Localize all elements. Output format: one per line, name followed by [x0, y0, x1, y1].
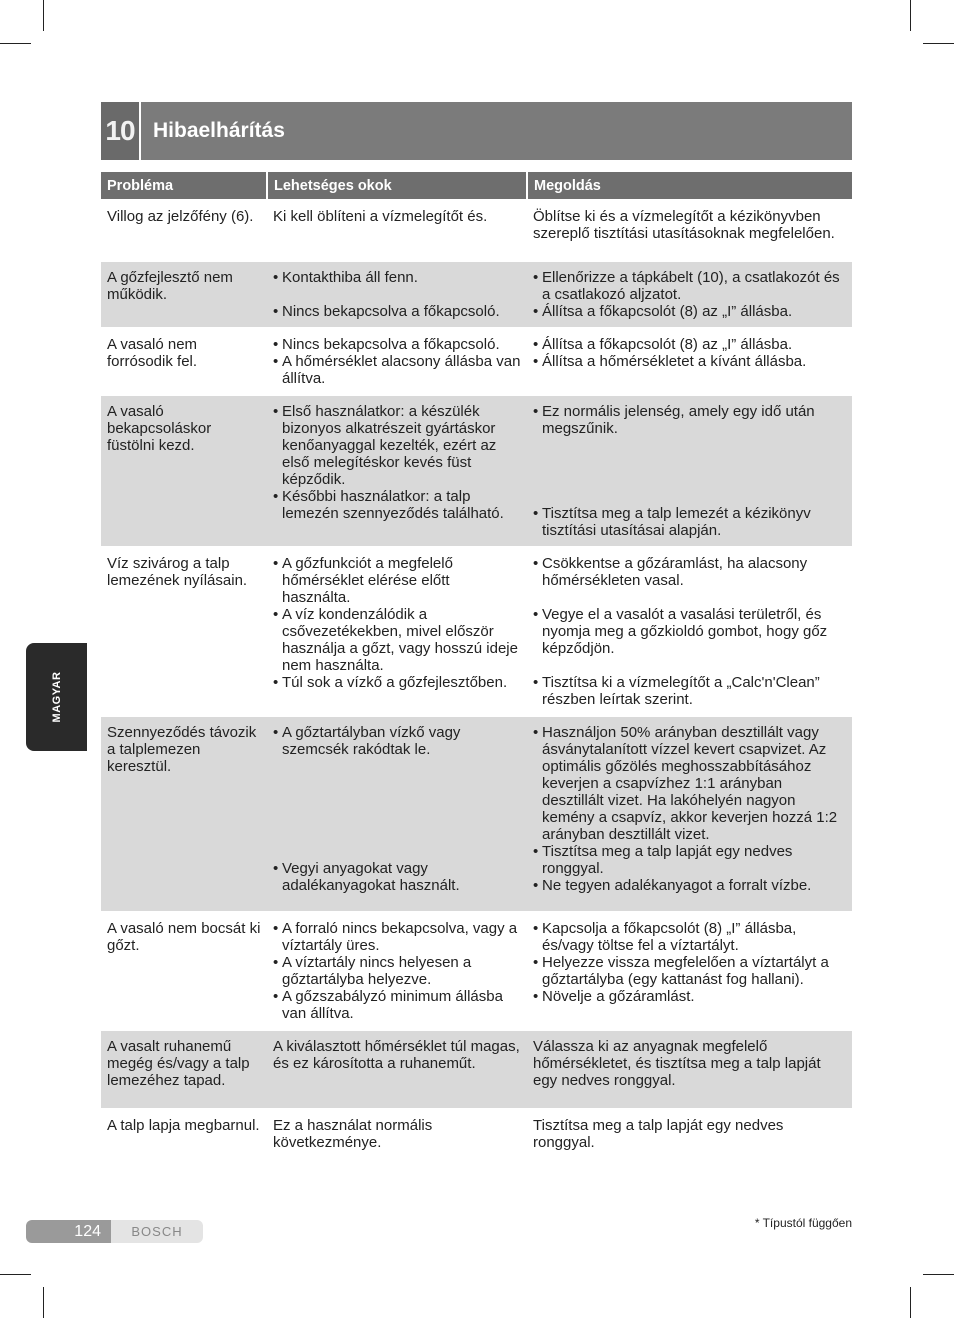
list-item: • Tisztítsa meg a talp lapját egy nedves ronggyal.	[533, 843, 846, 877]
table-row	[101, 261, 852, 328]
list-item: • A víztartály nincs helyesen a gőztartályba helyezve.	[273, 954, 521, 988]
solution-cell	[527, 912, 852, 1030]
causes-cell	[267, 716, 527, 912]
list-item: • Ne tegyen adalékanyagot a forralt vízbe.	[533, 877, 846, 894]
causes-cell: Ki kell öblíteni a vízmelegítőt és.	[267, 200, 527, 261]
crop-mark	[910, 1287, 911, 1318]
list-item: • Első használatkor: a készülék bizonyos alkatrészeit gyártáskor kenőanyaggal kezelték, ezért az első melegítéskor kevés füst képződik.	[273, 403, 521, 488]
list-item: • Nincs bekapcsolva a főkapcsoló.	[273, 336, 521, 353]
list-item: • Helyezze vissza megfelelően a víztartályt a gőztartályba (egy kattanást fog hallani).	[533, 954, 846, 988]
causes-cell	[267, 261, 527, 328]
section-title: Hibaelhárítás	[153, 119, 285, 142]
table-row	[101, 200, 852, 261]
list-item: • A gőztartályban vízkő vagy szemcsék rakódtak le.	[273, 724, 521, 758]
list-item: • Állítsa a főkapcsolót (8) az „I” állásba.	[533, 336, 846, 353]
list-item: • Vegyi anyagokat vagy adalékanyagokat használt.	[273, 860, 521, 894]
crop-mark	[43, 0, 44, 31]
header-divider	[139, 102, 141, 160]
list-item: • A gőzfunkciót a megfelelő hőmérséklet elérése előtt használta.	[273, 555, 521, 606]
section-header	[101, 102, 852, 160]
causes-cell	[267, 912, 527, 1030]
problem-cell: A vasaló bekapcsoláskor füstölni kezd.	[101, 395, 267, 547]
problem-cell: A vasaló nem bocsát ki gőzt.	[101, 912, 267, 1030]
list-item: • Tisztítsa ki a vízmelegítőt a „Calc'n'Clean” részben leírtak szerint.	[533, 674, 846, 708]
problem-cell: A vasaló nem forrósodik fel.	[101, 328, 267, 395]
causes-cell	[267, 395, 527, 547]
problem-cell: Víz szivárog a talp lemezének nyílásain.	[101, 547, 267, 716]
solution-cell	[527, 395, 852, 547]
list-item: • A víz kondenzálódik a csővezetékekben, mivel először használja a gőzt, vagy hosszú ideje nem használta.	[273, 606, 521, 674]
causes-cell: A kiválasztott hőmérséklet túl magas, és ez károsította a ruhaneműt.	[267, 1030, 527, 1109]
solution-cell	[527, 328, 852, 395]
list-item: • Kontakthiba áll fenn.	[273, 269, 521, 286]
list-item: • Növelje a gőzáramlást.	[533, 988, 846, 1005]
list-item: • Vegye el a vasalót a vasalási területről, és nyomja meg a gőzkioldó gombot, hogy gőz képződjön.	[533, 606, 846, 657]
list-item: • Használjon 50% arányban desztillált vagy ásványtalanított vízzel kevert csapvizet. Az optimális gőzölés meghosszabbításához keverjen a csapvízhez 1:1 arányban desztillált vizet. Ha lakóhelyén nagyon kemény a csapvíz, akkor keverjen hozzá 1:2 arányban desztillált vizet.	[533, 724, 846, 843]
causes-cell	[267, 328, 527, 395]
problem-cell: A talp lapja megbarnul.	[101, 1109, 267, 1161]
language-tab-label: MAGYAR	[50, 671, 63, 723]
list-item: • Tisztítsa meg a talp lemezét a kézikönyv tisztítási utasításai alapján.	[533, 505, 846, 539]
causes-cell: Ez a használat normális következménye.	[267, 1109, 527, 1161]
table-row	[101, 328, 852, 395]
list-item: • Állítsa a hőmérsékletet a kívánt állásba.	[533, 353, 846, 370]
solution-cell	[527, 547, 852, 716]
list-item: • A hőmérséklet alacsony állásba van állítva.	[273, 353, 521, 387]
troubleshooting-table	[101, 172, 852, 1161]
column-header-causes: Lehetséges okok	[267, 172, 527, 200]
list-item: • Csökkentse a gőzáramlást, ha alacsony hőmérsékleten vasal.	[533, 555, 846, 589]
page-number: 124	[26, 1220, 111, 1243]
crop-mark	[0, 1274, 31, 1275]
brand-label: BOSCH	[111, 1220, 203, 1243]
crop-mark	[923, 1274, 954, 1275]
language-tab	[26, 643, 87, 751]
crop-mark	[0, 43, 31, 44]
causes-cell	[267, 547, 527, 716]
solution-cell	[527, 261, 852, 328]
solution-cell: Válassza ki az anyagnak megfelelő hőmérsékletet, és tisztítsa meg a talp lapját egy nedves ronggyal.	[527, 1030, 852, 1109]
table-header-row	[101, 172, 852, 200]
column-header-solution: Megoldás	[527, 172, 852, 200]
list-item: • A gőzszabályzó minimum állásba van állítva.	[273, 988, 521, 1022]
list-item: • Ellenőrizze a tápkábelt (10), a csatlakozót és a csatlakozó aljzatot.	[533, 269, 846, 303]
crop-mark	[910, 0, 911, 31]
list-item: • Későbbi használatkor: a talp lemezén szennyeződés található.	[273, 488, 521, 522]
problem-cell: A vasalt ruhanemű megég és/vagy a talp lemezéhez tapad.	[101, 1030, 267, 1109]
problem-cell: Szennyeződés távozik a talplemezen keresztül.	[101, 716, 267, 912]
footnote: * Típustól függően	[754, 1216, 852, 1230]
table-row	[101, 912, 852, 1030]
table-row	[101, 395, 852, 547]
list-item: • Túl sok a vízkő a gőzfejlesztőben.	[273, 674, 521, 691]
solution-cell: Tisztítsa meg a talp lapját egy nedves ronggyal.	[527, 1109, 852, 1161]
crop-mark	[43, 1287, 44, 1318]
column-header-problem: Probléma	[101, 172, 267, 200]
table-row	[101, 547, 852, 716]
list-item: • A forraló nincs bekapcsolva, vagy a víztartály üres.	[273, 920, 521, 954]
problem-cell: A gőzfejlesztő nem működik.	[101, 261, 267, 328]
solution-cell: Öblítse ki és a vízmelegítőt a kézikönyvben szereplő tisztítási utasításoknak megfelelően.	[527, 200, 852, 261]
table-row	[101, 1109, 852, 1161]
list-item: • Nincs bekapcsolva a főkapcsoló.	[273, 303, 521, 320]
section-number: 10	[101, 102, 139, 160]
list-item: • Ez normális jelenség, amely egy idő után megszűnik.	[533, 403, 846, 437]
crop-mark	[923, 43, 954, 44]
solution-cell	[527, 716, 852, 912]
list-item: • Állítsa a főkapcsolót (8) az „I” állásba.	[533, 303, 846, 320]
list-item: • Kapcsolja a főkapcsolót (8) „I” állásba, és/vagy töltse fel a víztartályt.	[533, 920, 846, 954]
problem-cell: Villog az jelzőfény (6).	[101, 200, 267, 261]
table-row	[101, 716, 852, 912]
table-row	[101, 1030, 852, 1109]
